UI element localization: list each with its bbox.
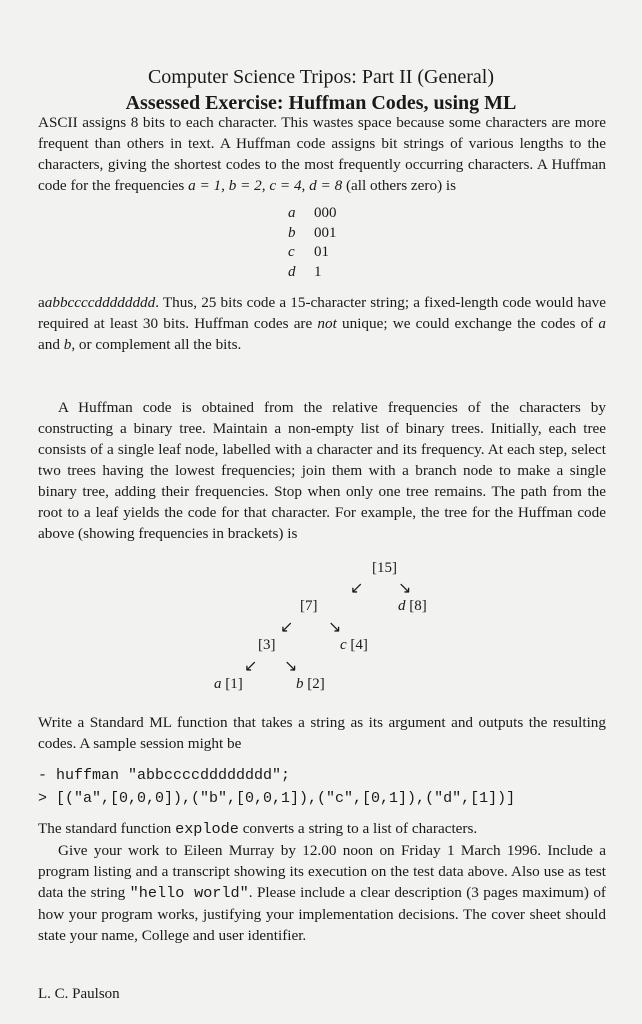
tree-node-root: [15] — [372, 560, 397, 576]
arrow-left-icon: ↙ — [280, 619, 294, 636]
frequencies: a = 1, b = 2, c = 4, d = 8 — [188, 177, 343, 194]
text: (all others zero) is — [342, 177, 457, 194]
signature: L. C. Paulson — [38, 986, 120, 1002]
arrow-right-icon: ↘ — [284, 658, 298, 675]
paragraph-task: Write a Standard ML function that takes a string as its argument and outputs the resulting codes. A sample session might be — [38, 714, 606, 752]
text: ASCII assigns 8 bits to each character. This wastes space because some characters are more frequent than others in text. A Huffman code assigns bit strings of various lengths to the characters, giving the shortest codes to the most frequently occurring characters. A Huffman code for the frequencies — [38, 114, 606, 194]
code-row: a 000 — [288, 205, 337, 221]
tree-leaf-b: b [2] — [296, 676, 325, 692]
intro-paragraph — [38, 112, 606, 196]
code-row: d 1 — [288, 263, 322, 280]
document-subtitle: Assessed Exercise: Huffman Codes, using ML — [125, 92, 517, 114]
code-row: c 01 — [288, 244, 329, 260]
arrow-left-icon: ↙ — [244, 658, 258, 675]
session-output: > [("a",[0,0,0]),("b",[0,0,1]),("c",[0,1]),("d",[1])] — [38, 790, 516, 807]
code-row: b 001 — [288, 224, 337, 241]
paragraph-algorithm: A Huffman code is obtained from the relative frequencies of the characters by constructing a binary tree. Maintain a non-empty list of binary trees. Initially, each tree consists of a single leaf node, labelled with a character and its frequency. At each step, select two trees having the lowest frequencies; join them with a branch node to make a single binary tree, adding their frequencies. Stop when only one tree remains. The path from the root to a leaf yields the code for that character. For example, the tree for the Huffman code above (showing frequencies in brackets) is — [38, 399, 606, 542]
tree-leaf-a: a [1] — [214, 676, 243, 692]
paragraph-instructions: The standard function explode converts a string to a list of characters. Give your work to Eileen Murray by 12.00 noon on Friday 1 March 1996. Include a program listing and a transcript showing its execution on the test data above. Also use as test data the string "hello world". Please include a clear description (3 pages maximum) of how your program works, justifying your implementation decisions. The cover sheet should state your name, College and user identifier. — [38, 820, 606, 944]
tree-node-7: [7] — [300, 598, 318, 614]
code-table — [288, 204, 337, 282]
huffman-tree — [0, 560, 642, 700]
session-input: - huffman "abbccccdddddddd"; — [38, 767, 291, 784]
tree-node-3: [3] — [258, 637, 276, 653]
tree-leaf-c: c [4] — [340, 637, 368, 653]
arrow-left-icon: ↙ — [350, 580, 364, 597]
document-title: Computer Science Tripos: Part II (General) — [147, 66, 495, 88]
paragraph-comparison: aabbccccdddddddd. Thus, 25 bits code a 15-character string; a fixed-length code would have required at least 30 bits. Huffman codes are not unique; we could exchange the codes of a and b, or complement all the bits. — [38, 294, 606, 353]
sample-session — [38, 764, 515, 810]
arrow-right-icon: ↘ — [398, 580, 412, 597]
tree-leaf-d: d [8] — [398, 598, 427, 614]
arrow-right-icon: ↘ — [328, 619, 342, 636]
